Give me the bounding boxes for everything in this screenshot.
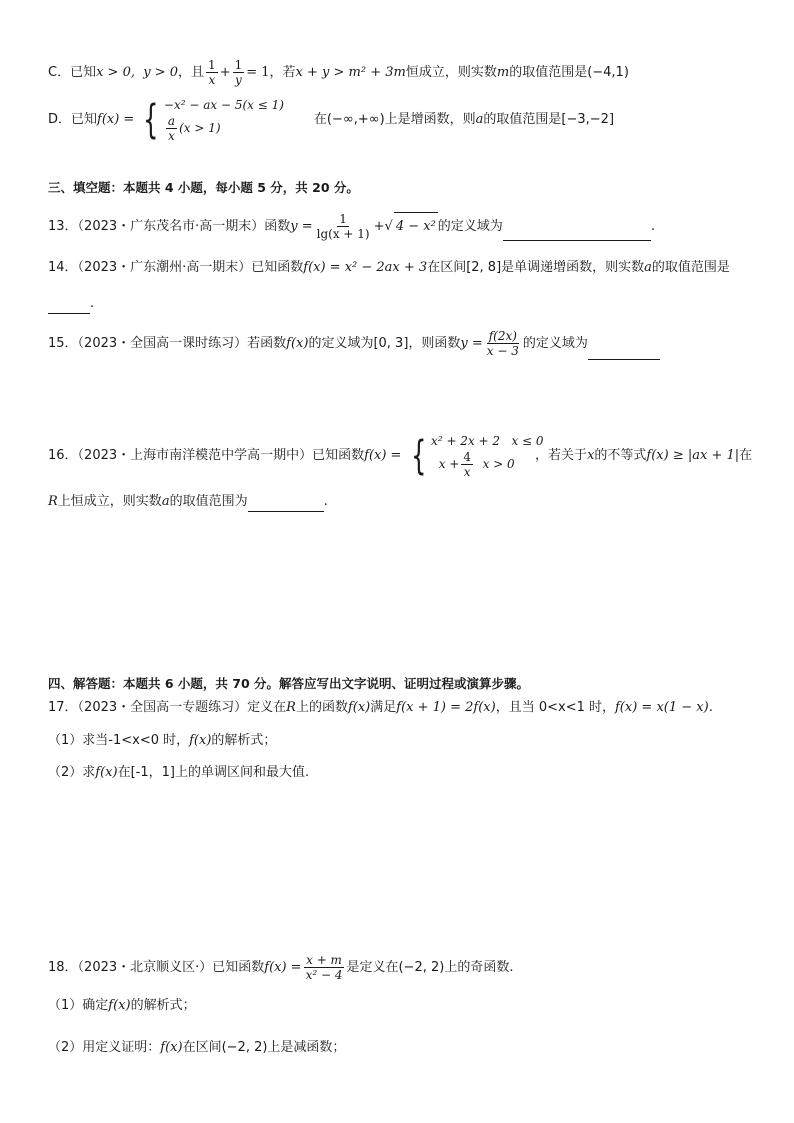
q15-answer-blank[interactable] — [588, 359, 660, 360]
question-13: 13．（2023・广东茂名市·高一期末）函数y = $\frac{1}{\lg(x + 1)}$ +√ 4 − x² 的定义域为 . — [48, 212, 655, 241]
q17-mid1: 上的函数 — [295, 700, 348, 715]
q14-mid: 在区间[2, 8]是单调递增函数，则实数 — [427, 260, 645, 275]
q16-case1: x² + 2x + 2 x ≤ 0 — [431, 434, 544, 448]
q17-end: . — [708, 700, 713, 715]
brace-icon: { — [410, 432, 426, 479]
q16-at: 在 — [739, 448, 753, 463]
q15-mid: 的定义域为[0, 3]，则函数 — [308, 336, 461, 351]
q17-fx: f(x) — [347, 700, 371, 715]
q13-plus: + — [373, 219, 385, 234]
option-d-piecewise — [138, 96, 313, 143]
q13-answer-blank[interactable] — [503, 240, 651, 241]
option-c-tail: 的取值范围是(−4,1) — [509, 65, 629, 80]
q13-frac: $\frac{1}{\lg(x + 1)}$ — [316, 212, 370, 241]
option-d-func: f(x) = — [97, 112, 135, 127]
q17-source: 17．（2023・全国高一专题练习）定义在 — [48, 700, 287, 715]
q15-y: y = — [460, 336, 483, 351]
option-d — [48, 96, 754, 143]
q16-answer-blank[interactable] — [248, 511, 324, 512]
option-c-ineq: x + y > m² + 3m — [295, 65, 406, 80]
q16-R: R — [48, 494, 58, 509]
q17-R: R — [286, 700, 296, 715]
q18-source: 18．（2023・北京顺义区·）已知函数 — [48, 960, 265, 975]
option-d-case1: −x² − ax − 5(x ≤ 1) — [163, 98, 284, 112]
option-d-case2: $\frac{a}{x}$ (x > 1) — [167, 114, 221, 143]
q16-func: f(x) = — [364, 448, 402, 463]
option-c-frac2: $\frac{1}{y}$ — [234, 58, 243, 87]
q14-end: . — [90, 296, 95, 311]
q13-sqrt: 4 − x² — [394, 212, 438, 241]
option-c-cond2: y > 0 — [143, 65, 179, 80]
q16-line2-tail: 的取值范围为 — [169, 494, 248, 509]
q17-p2-fx: f(x) — [95, 765, 118, 780]
q16-end: . — [323, 494, 328, 509]
q15-tail: 的定义域为 — [522, 336, 588, 351]
question-18-part-2: （2）用定义证明：f(x)在区间(−2, 2)上是减函数； — [48, 1040, 346, 1055]
section-3-heading: 三、填空题：本题共 4 小题，每小题 5 分，共 20 分。 — [48, 180, 359, 195]
q14-answer-blank[interactable] — [48, 313, 90, 314]
q14-source: 14．（2023・广东潮州·高一期末）已知函数 — [48, 260, 304, 275]
option-c: C．已知x > 0, y > 0，且 $\frac{1}{x}$ + $\frac{1}{y}$ = 1，若x + y > m² + 3m恒成立，则实数m的取值范围是(−4,1) — [48, 58, 629, 87]
option-d-var: a — [475, 112, 484, 127]
option-c-if: ，若 — [269, 65, 296, 80]
q13-source: 13．（2023・广东茂名市·高一期末）函数 — [48, 219, 291, 234]
q18-func: f(x) = — [264, 960, 302, 975]
q17-def: f(x) = x(1 − x) — [615, 700, 709, 715]
question-15 — [48, 328, 754, 360]
q16-var-a: a — [161, 494, 170, 509]
q15-frac: $\frac{f(2x)}{x - 3}$ — [486, 329, 519, 358]
q18-p1-fx: f(x) — [108, 998, 131, 1013]
q14-func: f(x) = x² − 2ax + 3 — [303, 260, 428, 275]
q14-tail: 的取值范围是 — [651, 260, 730, 275]
q17-mid2: 满足 — [370, 700, 397, 715]
q16-piecewise — [406, 432, 544, 479]
q18-frac: $\frac{x + m}{\text{x² − 4}}$ — [305, 953, 343, 982]
question-18-part-1: （1）确定f(x)的解析式； — [48, 998, 196, 1013]
question-16 — [48, 432, 754, 479]
question-14 — [48, 258, 754, 278]
q17-eq: f(x + 1) = 2f(x) — [396, 700, 496, 715]
question-17-part-2: （2）求f(x)在[-1，1]上的单调区间和最大值. — [48, 765, 310, 780]
q13-y: y = — [290, 219, 313, 234]
question-18 — [48, 952, 754, 984]
q13-tail: 的定义域为 — [437, 219, 503, 234]
q13-end: . — [650, 219, 655, 234]
option-c-cond1: x > 0, — [96, 65, 135, 80]
question-17 — [48, 698, 754, 718]
q16-ineq: f(x) ≥ |ax + 1| — [646, 448, 740, 463]
question-14-line2 — [48, 294, 754, 314]
option-d-prefix: D．已知 — [48, 112, 98, 127]
option-c-hold: 恒成立，则实数 — [405, 65, 497, 80]
brace-icon: { — [143, 96, 159, 143]
q16-case2: x + $\frac{4}{x}$ x > 0 — [438, 450, 515, 479]
q16-line2: 上恒成立，则实数 — [57, 494, 162, 509]
option-c-eq: = 1 — [246, 65, 270, 80]
option-c-frac1: $\frac{1}{x}$ — [208, 58, 216, 87]
q18-p2-fx: f(x) — [160, 1040, 183, 1055]
section-4-heading: 四、解答题：本题共 6 小题，共 70 分。解答应写出文字说明、证明过程或演算步骤。 — [48, 676, 530, 691]
q16-source: 16．（2023・上海市南洋模范中学高一期中）已知函数 — [48, 448, 365, 463]
q15-source: 15．（2023・全国高一课时练习）若函数 — [48, 336, 287, 351]
option-c-prefix: C．已知 — [48, 65, 97, 80]
option-c-and: ，且 — [178, 65, 205, 80]
question-17-part-1: （1）求当-1<x<0 时，f(x)的解析式； — [48, 733, 277, 748]
option-c-var: m — [496, 65, 510, 80]
question-16-line2 — [48, 492, 754, 512]
option-d-tail: 的取值范围是[−3,−2] — [483, 112, 615, 127]
q14-var: a — [644, 260, 652, 275]
option-d-mid: 在(−∞,+∞)上是增函数，则 — [313, 112, 476, 127]
q16-mid: ，若关于 — [535, 448, 588, 463]
q18-mid: 是定义在(−2, 2)上的奇函数. — [346, 960, 514, 975]
q16-mid2: 的不等式 — [594, 448, 647, 463]
q17-p1-fx: f(x) — [189, 733, 212, 748]
q15-fx: f(x) — [286, 336, 309, 351]
q16-var-x: x — [587, 448, 595, 463]
q17-mid3: ，且当 0<x<1 时， — [495, 700, 615, 715]
